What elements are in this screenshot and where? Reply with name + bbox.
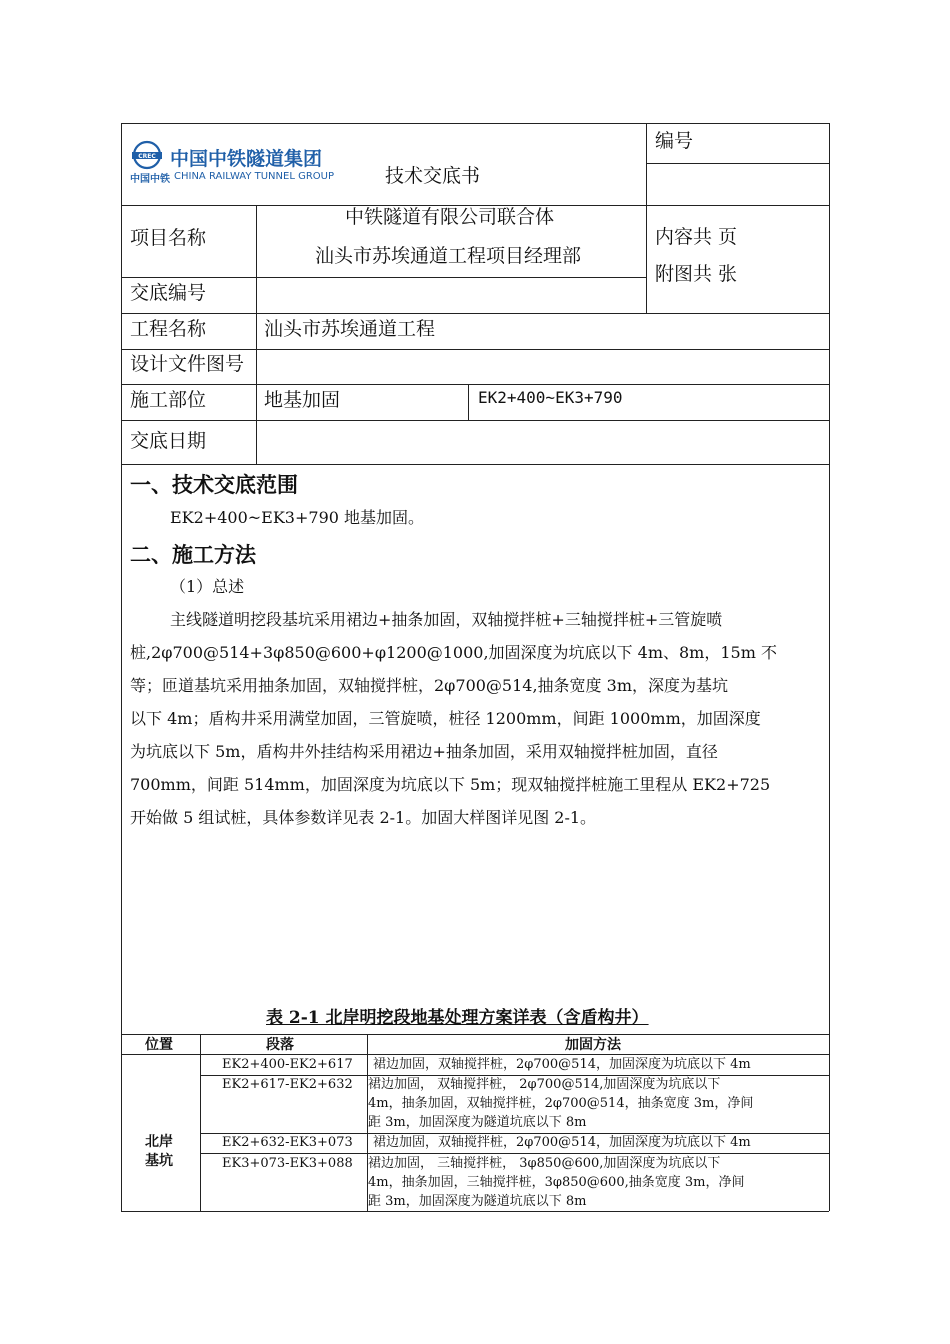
group-label: 基坑	[145, 1153, 173, 1169]
section2-subheading: （1）总述	[170, 577, 245, 596]
table-row-method: 4m，抽条加固，三轴搅拌桩，3φ850@600,抽条宽度 3m，净间	[368, 1175, 745, 1190]
table-row-method: 裙边加固，双轴搅拌桩，2φ700@514，加固深度为坑底以下 4m	[373, 1057, 751, 1072]
table-header-method: 加固方法	[565, 1037, 621, 1053]
table-row-segment: EK2+400-EK2+617	[222, 1057, 353, 1072]
table-header-position: 位置	[145, 1037, 173, 1053]
body-line: 开始做 5 组试桩，具体参数详见表 2-1。加固大样图详见图 2-1。	[130, 808, 597, 827]
project-name-line1: 中铁隧道有限公司联合体	[345, 206, 555, 228]
logo-sub-chinese: 中国中铁	[130, 174, 170, 185]
table-row-method: 裙边加固， 三轴搅拌桩， 3φ850@600,加固深度为坑底以下	[368, 1156, 721, 1171]
section1-title: 一、技术交底范围	[130, 473, 298, 497]
section1-text: EK2+400~EK3+790 地基加固。	[170, 508, 425, 527]
table-row-method: 裙边加固，双轴搅拌桩，2φ700@514，加固深度为坑底以下 4m	[373, 1135, 751, 1150]
logo-english-name: CHINA RAILWAY TUNNEL GROUP	[174, 171, 335, 182]
document-title: 技术交底书	[385, 165, 481, 187]
content-pages: 内容共 页	[655, 226, 738, 248]
company-logo	[130, 138, 350, 186]
table-row-method: 裙边加固， 双轴搅拌桩， 2φ700@514,加固深度为坑底以下	[368, 1077, 721, 1092]
table-row-method: 4m，抽条加固，双轴搅拌桩，2φ700@514，抽条宽度 3m，净间	[368, 1096, 754, 1111]
table-row-segment: EK2+632-EK3+073	[222, 1135, 353, 1150]
body-line: 为坑底以下 5m，盾构井外挂结构采用裙边+抽条加固，采用双轴搅拌桩加固，直径	[130, 742, 718, 761]
engineering-name-label: 工程名称	[130, 318, 207, 340]
table-row-method: 距 3m，加固深度为隧道坑底以下 8m	[368, 1194, 587, 1209]
body-line: 主线隧道明挖段基坑采用裙边+抽条加固，双轴搅拌桩+三轴搅拌桩+三管旋喷	[170, 610, 723, 629]
body-line: 700mm，间距 514mm，加固深度为坑底以下 5m；现双轴搅拌桩施工里程从 EK2+725	[130, 775, 771, 794]
location-label: 施工部位	[130, 389, 207, 411]
location-value: 地基加固	[264, 389, 341, 411]
table-row-method: 距 3m，加固深度为隧道坑底以下 8m	[368, 1115, 587, 1130]
svg-text:CREC: CREC	[138, 153, 156, 160]
project-name-label: 项目名称	[130, 227, 207, 249]
design-doc-label: 设计文件图号	[130, 353, 245, 375]
body-line: 以下 4m；盾构井采用满堂加固，三管旋喷，桩径 1200mm，间距 1000mm，加固深度	[130, 709, 761, 728]
logo-chinese-name: 中国中铁隧道集团	[170, 148, 323, 170]
crec-emblem-icon	[130, 140, 164, 170]
table-caption: 表 2-1 北岸明挖段地基处理方案详表（含盾构井）	[266, 1008, 649, 1028]
location-range: EK2+400~EK3+790	[478, 388, 623, 407]
group-label: 北岸	[145, 1134, 173, 1150]
engineering-name-value: 汕头市苏埃通道工程	[264, 318, 436, 340]
number-label: 编号	[655, 130, 694, 152]
body-line: 等；匝道基坑采用抽条加固，双轴搅拌桩，2φ700@514,抽条宽度 3m，深度为基坑	[130, 676, 728, 695]
date-label: 交底日期	[130, 430, 207, 452]
project-name-line2: 汕头市苏埃通道工程项目经理部	[315, 245, 582, 267]
section2-title: 二、施工方法	[130, 543, 256, 567]
table-header-segment: 段落	[266, 1037, 294, 1053]
body-line: 桩,2φ700@514+3φ850@600+φ1200@1000,加固深度为坑底以下 4m、8m，15m 不	[130, 643, 777, 662]
table-row-segment: EK2+617-EK2+632	[222, 1077, 353, 1092]
attachment-pages: 附图共 张	[655, 263, 738, 285]
handover-number-label: 交底编号	[130, 282, 207, 304]
table-row-segment: EK3+073-EK3+088	[222, 1156, 353, 1171]
